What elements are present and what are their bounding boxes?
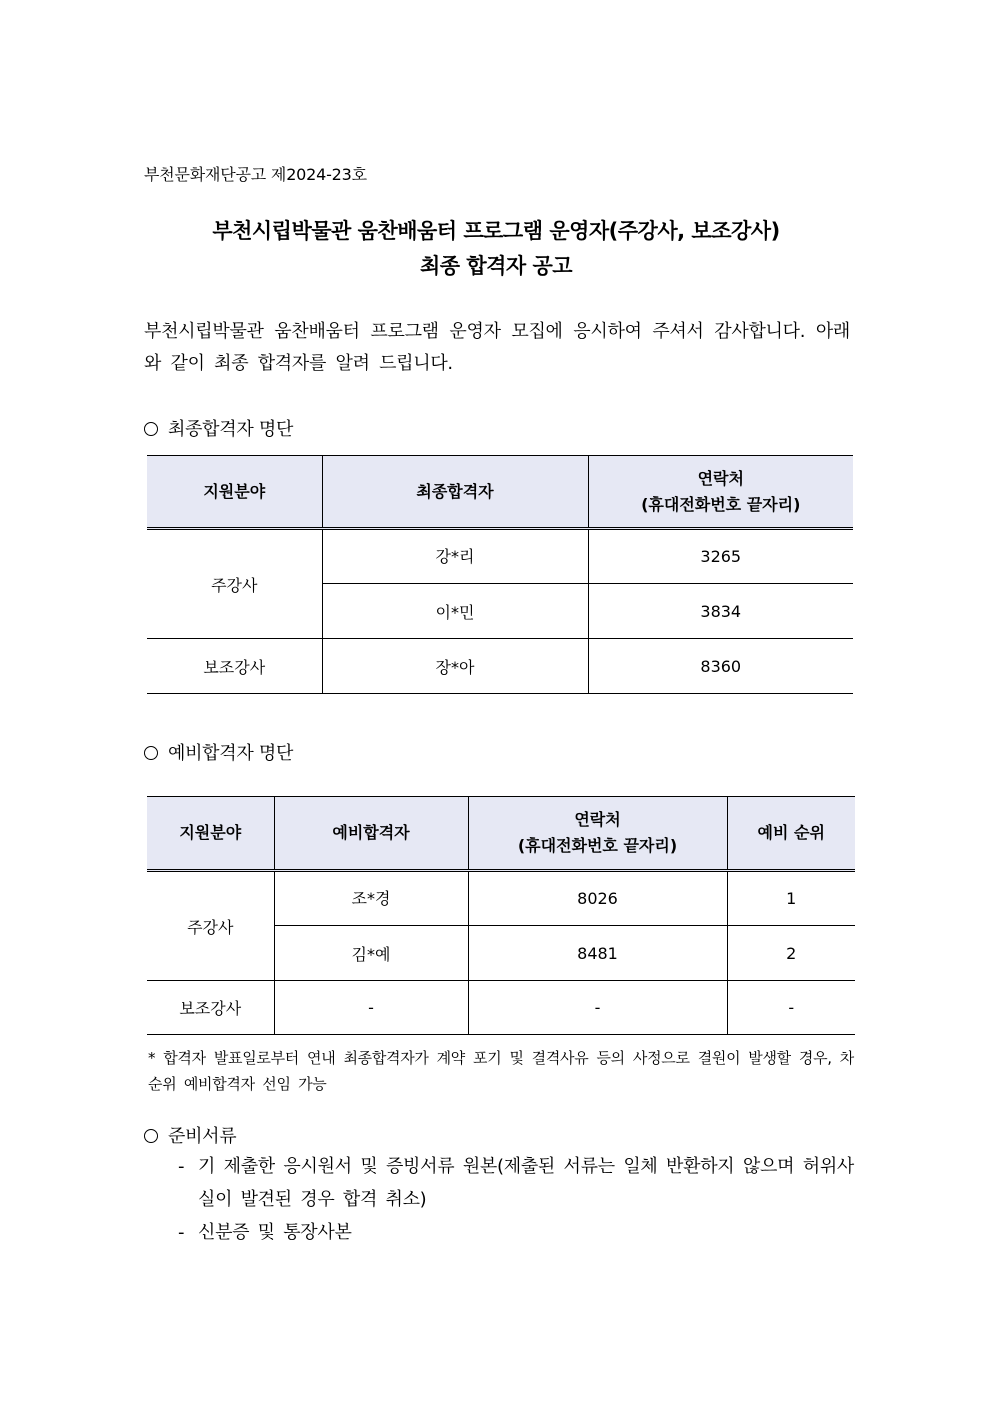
reserve-section-heading-text: 예비합격자 명단 — [168, 743, 294, 764]
field-cell: 보조강사 — [147, 639, 322, 694]
rank-cell: 2 — [727, 926, 855, 981]
reserve-section-heading — [144, 739, 293, 765]
column-header-field: 지원분야 — [147, 456, 322, 529]
circle-bullet-icon — [144, 746, 158, 760]
list-item — [178, 1216, 854, 1249]
field-cell: 주강사 — [147, 529, 322, 639]
field-cell: 주강사 — [147, 871, 274, 981]
name-cell: 강*리 — [322, 529, 588, 584]
final-section-heading — [144, 415, 293, 441]
documents-section-heading — [144, 1122, 236, 1148]
column-header-contact — [588, 456, 853, 529]
intro-paragraph: 부천시립박물관 움찬배움터 프로그램 운영자 모집에 응시하여 주셔서 감사합니다. 아래와 같이 최종 합격자를 알려 드립니다. — [144, 321, 850, 374]
dash-bullet-icon: - — [178, 1156, 185, 1177]
table-row — [147, 529, 853, 584]
table-row — [147, 871, 855, 926]
table-row — [147, 981, 855, 1035]
column-header-contact-line1: 연락처 — [697, 468, 744, 488]
contact-cell: 8026 — [468, 871, 727, 926]
final-section-heading-text: 최종합격자 명단 — [168, 419, 294, 440]
final-results-table — [147, 455, 853, 694]
column-header-contact — [468, 797, 727, 871]
name-cell: 김*예 — [274, 926, 468, 981]
contact-cell: 3265 — [588, 529, 853, 584]
column-header-contact-line2: (휴대전화번호 끝자리) — [641, 494, 801, 514]
column-header-field: 지원분야 — [147, 797, 274, 871]
rank-cell: - — [727, 981, 855, 1035]
list-item — [178, 1150, 854, 1216]
contact-cell: 8481 — [468, 926, 727, 981]
column-header-contact-line2: (휴대전화번호 끝자리) — [517, 836, 678, 855]
column-header-reserve-name: 예비합격자 — [274, 797, 468, 871]
name-cell: - — [274, 981, 468, 1035]
documents-section-heading-text: 준비서류 — [168, 1126, 237, 1147]
dash-bullet-icon: - — [178, 1222, 185, 1243]
name-cell: 조*경 — [274, 871, 468, 926]
page-title-line1: 부천시립박물관 움찬배움터 프로그램 운영자(주강사, 보조강사) — [212, 219, 780, 243]
circle-bullet-icon — [144, 1129, 158, 1143]
contact-cell: - — [468, 981, 727, 1035]
field-cell: 보조강사 — [147, 981, 274, 1035]
reserve-results-table — [147, 796, 855, 1035]
name-cell: 장*아 — [322, 639, 588, 694]
list-item-text: 기 제출한 응시원서 및 증빙서류 원본(제출된 서류는 일체 반환하지 않으며 허위사실이 발견된 경우 합격 취소) — [198, 1156, 854, 1210]
reserve-footnote: * 합격자 발표일로부터 연내 최종합격자가 계약 포기 및 결격사유 등의 사정으로 결원이 발생할 경우, 차순위 예비합격자 선임 가능 — [148, 1049, 854, 1093]
column-header-rank: 예비 순위 — [727, 797, 855, 871]
notice-number: 부천문화재단공고 제2024-23호 — [144, 165, 367, 184]
page-title-line2: 최종 합격자 공고 — [419, 254, 573, 278]
column-header-contact-line1: 연락처 — [574, 810, 621, 829]
column-header-final-name: 최종합격자 — [322, 456, 588, 529]
contact-cell: 8360 — [588, 639, 853, 694]
documents-list — [178, 1150, 854, 1249]
name-cell: 이*민 — [322, 584, 588, 639]
circle-bullet-icon — [144, 422, 158, 436]
list-item-text: 신분증 및 통장사본 — [198, 1222, 352, 1243]
rank-cell: 1 — [727, 871, 855, 926]
contact-cell: 3834 — [588, 584, 853, 639]
table-row — [147, 639, 853, 694]
